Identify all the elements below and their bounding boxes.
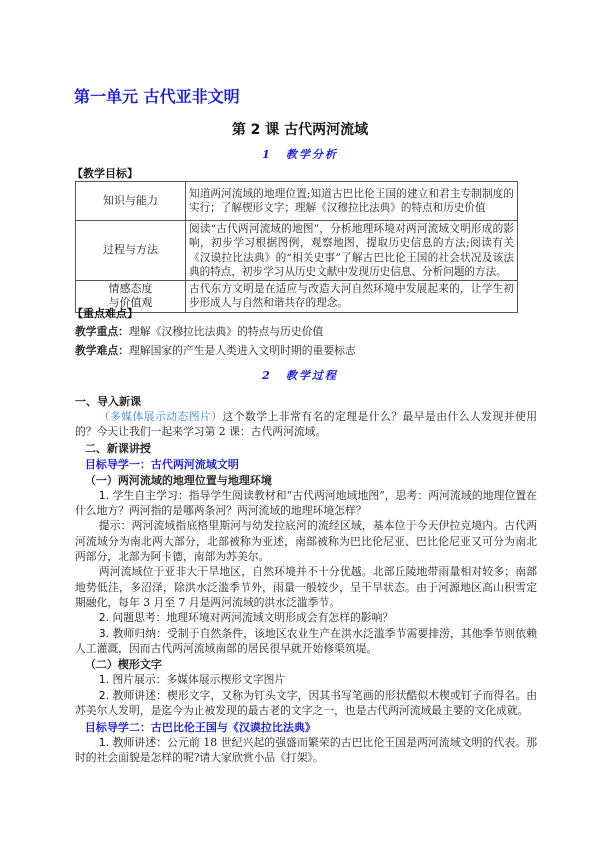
teaching-difficulty (75, 343, 356, 358)
paragraph-label: 1. 图片展示： (98, 673, 167, 687)
paragraph (75, 626, 537, 657)
section-title: 教学过程 (285, 369, 338, 382)
objectives-table (75, 181, 518, 313)
paragraph-label: 3. 教师归纳： (98, 626, 167, 640)
teaching-process (75, 393, 537, 765)
media-note: （多媒体展示动态图片） (98, 410, 223, 423)
paragraph-label: 2. 问题思考： (98, 611, 167, 625)
paragraph-text: 两河流域指底格里斯河与幼发拉底河的流经区域，基本位于今天伊拉克境内。古代两河流域分为南北两大部分，北部被称为亚述，南部被称为巴比伦尼亚、巴比伦尼亚又可分为南北两部分，北部为阿卡德，南部为苏美尔。 (75, 519, 538, 564)
paragraph-label: 1. 学生自主学习： (98, 488, 189, 502)
heading-intro: 一、导入新课 (75, 395, 141, 408)
section-heading-process (0, 367, 600, 383)
objective-key-line: 情感态度 (108, 282, 153, 296)
focus-text: 理解《汉穆拉比法典》的特点与历史价值 (128, 325, 324, 338)
paragraph (75, 518, 537, 564)
paragraph-text: 楔形文字，又称为钉头文字，因其书写笔画的形状酷似木楔或钉子而得名。由苏美尔人发明，是迄今为止被发现的最古老的文字之一，也是古代两河流域最主要的文化成就。 (75, 688, 537, 718)
objective-key-line: 与价值观 (108, 296, 153, 310)
intro-text: 这个数学上非常有名的定理是什么？最早是由什么人发现并使用的？今天让我们一起来学习第 2 课：古代两河流域。 (75, 410, 538, 439)
objective-text: 古代东方文明是在适应与改造大河自然环境中发展起来的，让学生初步形成人与自然和谐共存的理念。 (186, 281, 518, 313)
section-number: 1 (262, 148, 272, 161)
paragraph (75, 672, 537, 687)
paragraph-text: 地理环境对两河流域文明形成会有怎样的影响？ (166, 611, 394, 625)
paragraph (75, 488, 537, 519)
objectives-heading: 【教学目标】 (72, 167, 138, 180)
paragraph-text: 受制于自然条件，该地区农业生产在洪水泛滥季节需要排涝，其他季节则依赖人工灌溉，因而古代两河流域南部的居民很早就开始修渠筑堤。 (75, 626, 537, 656)
intro-paragraph (75, 409, 537, 440)
lesson-title: 第 2 课 古代两河流域 (231, 122, 369, 138)
paragraph-text: 指导学生阅读教材和“古代两河地域地图”，思考：两河流域的地理位置在什么地方？两河指的是哪两条河？两河流域的地理环境怎样？ (75, 488, 537, 518)
goal-one: 目标导学一：古代两河流域文明 (84, 457, 239, 471)
unit-title: 第一单元 古代亚非文明 (74, 87, 240, 106)
goal-two: 目标导学二：古巴比伦王国与《汉谟拉比法典》 (84, 720, 316, 734)
objective-text: 知道两河流域的地理位置;知道古巴比伦王国的建立和君主专制制度的实行；了解楔形文字；理解《汉穆拉比法典》的特点和历史价值 (186, 182, 518, 221)
keypoints-heading: 【重点难点】 (72, 307, 138, 320)
table-row (76, 221, 518, 281)
table-row (76, 281, 518, 313)
paragraph: 两河流域位于亚非大干旱地区，自然环境并不十分优越。北部丘陵地带雨量相对较多；南部地势低洼，多沼泽，除洪水泛滥季节外，雨量一般较少，呈干旱状态。由于河源地区高山积雪定期融化，每年 3 月至 7 月是两河流域的洪水泛滥季节。 (75, 565, 537, 610)
objective-text: 阅读“古代两河流域的地图”，分析地理环境对两河流域文明形成的影响，初步学习根据图例，观察地图，提取历史信息的方法;阅读有关《汉谟拉比法典》的“相关史事”了解古巴比伦王国的社会状况及该法典的特点，初步学习从历史文献中发现历史信息、分析问题的方法。 (186, 221, 518, 281)
paragraph (75, 735, 537, 766)
teaching-focus (75, 324, 323, 339)
paragraph-label: 2. 教师讲述： (98, 688, 167, 702)
paragraph (75, 688, 537, 719)
heading-new-lesson: 二、新课讲授 (84, 441, 151, 455)
section-heading-analysis (0, 146, 600, 162)
paragraph-label: 1. 教师讲述： (98, 735, 168, 749)
difficulty-label: 教学难点： (75, 344, 129, 357)
focus-label: 教学重点： (75, 325, 129, 338)
difficulty-text: 理解国家的产生是人类进入文明时期的重要标志 (128, 344, 356, 357)
section-number: 2 (262, 369, 272, 382)
table-row (76, 182, 518, 221)
paragraph (75, 610, 537, 625)
objective-key: 过程与方法 (76, 221, 186, 281)
subheading-cuneiform: （二）楔形文字 (84, 658, 162, 672)
subheading-geography: （一）两河流域的地理位置与地理环境 (84, 473, 272, 487)
paragraph-text: 公元前 18 世纪兴起的强盛而繁荣的古巴比伦王国是两河流域文明的代表。那时的社会面貌是怎样的呢?请大家欣赏小品《打架》。 (75, 735, 537, 764)
paragraph-label: 提示： (98, 519, 132, 533)
paragraph-text: 多媒体展示楔形文字图片 (166, 673, 286, 687)
section-title: 教学分析 (285, 148, 338, 161)
objective-key: 知识与能力 (76, 182, 186, 221)
